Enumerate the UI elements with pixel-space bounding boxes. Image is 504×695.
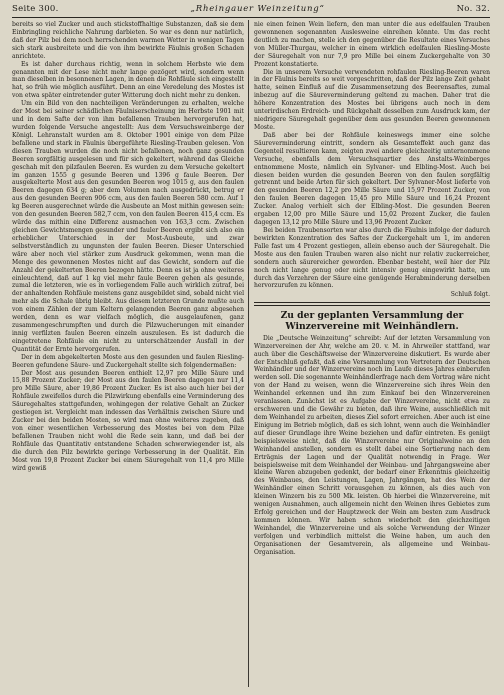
paragraph: bereits so viel Zucker und auch stickstoffhaltige Substanzen, daß sie dem Einbringling reichliche Nahrung darbieten. So war es denn nur natürlich, daß der Pilz bei dem noch herrschenden warmen Wetter in wenigen Tagen sich stark ausbreitete und die von ihm bewirkte Fäulnis großen Schaden anrichtete. [12,21,244,60]
article-headline: Zu der geplanten Versammlung der Winzervereine mit Weinhändlern. [280,309,464,332]
header-rule [12,17,490,18]
publication-title: „Rheingauer Weinzeitung“ [190,4,325,14]
paragraph: Die in unserem Versuche verwendeten rohfaulen Riesling-Beeren waren in der Fäulnis bereits so weit vorgeschritten, daß der Pilz lange Zeit gehabt hatte, seinen Einfluß auf die Zusammensetzung des Beerensaftes, zumal inbezug auf die Säureverminderung geltend zu machen. Daher trat die höhere Konzentration des Mostes bei übrigens auch noch in dem unterirdischen Erdreich- und Rückgehalt desselben zum Ausdruck kam, der niedrigere Säuregehalt gegenüber dem aus gesunden Beeren gewonnenen Moste. [254,68,490,131]
column-divider [248,20,249,687]
right-column [254,21,490,687]
continued-note: Schluß folgt. [450,291,490,299]
paragraph: Der Most aus gesunden Beeren enthielt 12,97 pro Mille Säure und 15,88 Prozent Zucker; der Most aus den faulen Beeren dagegen nur 11,4 pro Mille Säure, aber 19,86 Prozent Zucker. Es ist also auch hier bei der Rohfäule zweifellos durch die Pilzwirkung ebenfalls eine Verminderung des Säuregehaltes stattgefunden, wohingegen der relative Gehalt an Zucker gestiegen ist. Vergleicht man indessen das Verhältnis zwischen Säure und Zucker bei den beiden Mosten, so wird man ohne weiteres zugeben, daß von einer wesentlichen Verbesserung des Mostes bei von dem Pilze befallenen Trauben nicht wohl die Rede sein kann, und daß bei der Rohfäule das Quantitativ entstandene Schaden schwerwiegender ist, als die durch den Pilz bewirkte geringe Verbesserung in der Qualität. Ein Most von 19,8 Prozent Zucker bei einem Säuregehalt von 11,4 pro Mille wird gewiß [12,369,244,472]
paragraph: Daß aber bei der Rohfäule keineswegs immer eine solche Säureverminderung eintritt, sondern als Gesamteffekt auch ganz das Gegenteil resultieren kann, zeigten zwei andere gleichzeitig unternommene Versuche, ebenfalls dem Versuchsquartier des Anstalts-Weinberges entnommene Moste, nämlich ein Sylvaner- und Elbling-Most. Auch bei diesen beiden wurden die gesunden Beeren von den faulen sorgfältig getrennt und beide Arten für sich gekeltert. Der Sylvaner-Most lieferte von den gesunden Beeren 12,2 pro Mille Säure und 15,97 Prozent Zucker, von den faulen Beeren dagegen 15,45 pro Mille Säure und 16,24 Prozent Zucker. Analog verhielt sich der Elbling-Most. Die gesunden Beeren ergaben 12,00 pro Mille Säure und 15,02 Prozent Zucker, die faulen dagegen 13,12 pro Mille Säure und 13,96 Prozent Zucker. [254,131,490,227]
paragraph: Es ist daher durchaus richtig, wenn in solchem Herbste wie dem genannten mit der Lese nicht mehr lange gezögert wird, sondern wenn man dieselben in besonnenen Lagen, in denen die Rohfäule sich eingestellt hat, so früh wie möglich ausführt. Denn an eine Veredelung des Mostes ist von etwa später eintretender guter Witterung doch nicht mehr zu denken. [12,60,244,100]
paragraph: Um ein Bild von den nachteiligen Veränderungen zu erhalten, welche der Most bei seiner schädlichen Fäulniserscheinung im Herbste 1901 mit und in dem Safte der von ihm befallenen Trauben hervorgerufen hat, wurden folgende Versuche angestellt: Aus dem Versuchsweinberge der Königl. Lehranstalt wurden am 8. Oktober 1901 einige von dem Pilze befallene und stark in Fäulnis übergeführte Riesling-Trauben gelesen. Von diesen Trauben wurden die noch nicht befallenen, noch ganz gesunden Beeren sorgfältig ausgelesen und für sich gekeltert, während das Gleiche geschah mit den pilzfaulen Beeren. Es wurden zu dem Versuche gekeltert im ganzen 1555 g gesunde Beeren und 1396 g faule Beeren. Der ausgekelterte Most aus den gesunden Beeren wog 1015 g, aus den faulen Beeren dagegen 634 g; aber dem Volumen nach ausgedrückt, betrug er aus den gesunden Beeren 906 ccm, aus den faulen Beeren 580 ccm. Auf 1 kg Beeren ausgerechnet würde die Ausbeute an Most mithin gewesen sein: von den gesunden Beeren 582,7 ccm, von den faulen Beeren 415,4 ccm. Es würde das mithin eine Differenz ausmachen von 163,3 ccm. Zwischen gleichen Gewichtsmengen gesunder und fauler Beeren ergibt sich also ein erheblicher Unterschied in der Most-Ausbeute, und zwar selbstverständlich zu ungunsten der faulen Beeren. Dieser Unterschied wäre aber noch viel stärker zum Ausdruck gekommen, wenn man die Menge des gewonnenen Mostes nicht auf das Gewicht, sondern auf die Anzahl der gekelterten Beeren bezogen hätte. Denn es ist ja ohne weiteres einleuchtend, daß auf 1 kg viel mehr faule Beeren gehen als gesunde, zumal die letzteren, wie es in vorliegendem Falle auch wirklich zutraf, bei der anhaltenden Rohfäule meistens ganz ausgebildet sind, sobald nicht viel mehr als die Schale übrig bleibt. Aus diesem letzteren Grunde mußte auch von einem Zählen der zum Keltern gelangenden Beeren ganz abgesehen werden, denn es war vielfach möglich, die ausgelaufenen, ganz zusammengeschrumpften und durch die Pilzwucherungen mit einander innig verfilzten faulen Beeren einzeln auszulesen. Es ist dadurch die eingetretene Rohfäule ein nicht zu unterschätzender Ausfall in der Quantität der Ernte hervorgerufen. [12,100,244,353]
left-column [12,21,244,687]
page-number: Seite 300. [12,4,59,14]
paragraph: Bei beiden Traubensorten war also durch die Fäulnis infolge der dadurch bewirkten Konzentration des Saftes der Zuckergehalt um 1, im anderen Falle fast um 4 Prozent gestiegen, allein ebenso auch der Säuregehalt. Die Moste aus den faulen Trauben waren also nicht nur relativ zuckerreicher, sondern auch säurereicher geworden. Ebenbar besteht, weil hier der Pilz noch nicht lange genug oder nicht intensiv genug eingewirkt hatte, um durch das Verzehren der Säure eine genügende Herabminderung derselben hervorzurufen zu können. [254,226,490,290]
article-continuation [254,21,490,290]
paragraph: nie einen feinen Wein liefern, den man unter die aus edelfaulen Trauben gewonnenen sogenannten Auslesweine einreihen könnte. Um das recht deutlich zu machen, stelle ich den gegenüber die Resultate eines Versuches von Müller-Thurgau, welcher in einem wirklich edelfaulen Riesling-Moste der Säuregehalt von nur 7,9 pro Mille bei einem Zuckergehalte von 30 Prozent konstatierte. [254,21,490,68]
page-header [12,4,490,16]
paragraph: Die „Deutsche Weinzeitung“ schreibt: Auf der letzten Versammlung von Winzervereinen der Ahr, welche am 20. v. M. in Ahrweiler stattfand, war auch über die Geschäftsweise der Winzervereine diskutiert. Es wurde aber der Entschluß gefaßt, daß eine Versammlung von Vertretern der Deutschen Weinhändler und der Winzervereine noch im Laufe dieses Jahres einberufen werden soll. Die sogenannte Weinhändlerfrage nach dem Vortrag wäre nicht von der Hand zu weisen, wenn die Winzervereine sich ihres Wein den Weinhandel erkennen und ihn zum Einkauf bei den Winzervereinen veranlassen. Zunächst ist es Aufgabe der Winzervereine, nicht etwa zu erschweren und die Gewähr zu bieten, daß ihre Weine, ausschließlich mit dem Weinhandel zu arbeiten, dieses Ziel sofort erreichen. Aber auch ist eine Einigung im Betrieb möglich, daß es sich lohnt, wenn auch die Weinhändler auf dieser Grundlage ihre Weine beziehen und dafür eintreten. Es geniigt beispielsweise nicht, daß die Winzervereine nur Originalweine an den Weinhandel anstellen, sondern es stellt dabei eine Sortierung nach dem Erträgnis der Lagen und der Qualität notwendig in Frage. Wer beispielsweise mit dem Weinhandel der Weinbau- und Jahrgangsweine aber kleine Waren abzugeben gedenkt, der bedarf einer Erkenntnis gleichzeitig des Weinbaues, den Leistungen, Lagen, Jahrgängen, hat des Wein der Weinhändler einen Schritt vorausgehen zu können, als dies auch von kleinen Winzern bis zu 500 Mk. leisten. Ob hierbei die Winzervereine, mit wenigen Ausnahmen, auch allgemein nicht den Weinen ihres Gebietes zum Erfolg gereichen und der Hauptzweck der Wein am besten zum Ausdruck kommen können. Wir haben schon wiederholt den gleichzeitigen Weinhandel, die Winzervereine und als solche Verwendung der Winzer verfolgen und verbindlich mittelst die Weine haben, um auch den Organisationen der Gesamtverein, als allgemeine und Weinbau-Organisation. [254,334,490,556]
paragraph: Der in dem abgekelterten Moste aus den gesunden und faulen Riesling-Beeren gefundene Säure- und Zuckergehalt stellte sich folgendermaßen: [12,353,244,369]
issue-number: No. 32. [456,4,490,14]
article-body [254,335,490,557]
article-separator [254,302,490,306]
